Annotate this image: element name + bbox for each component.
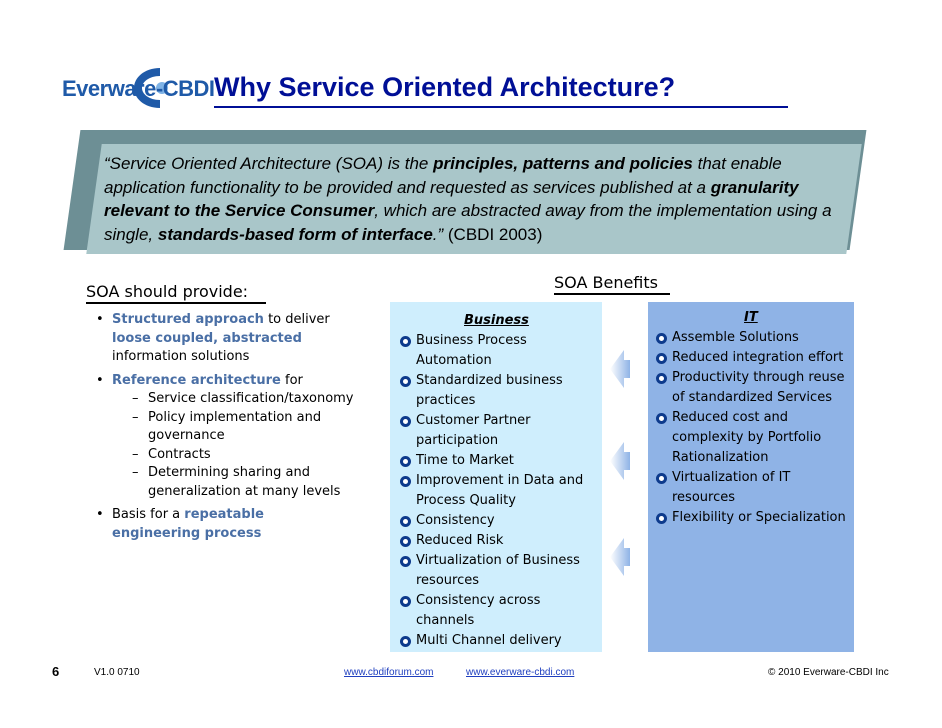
company-logo	[62, 66, 215, 110]
bullet-icon	[400, 636, 411, 647]
list-item: Time to Market	[400, 451, 600, 471]
title-underline	[214, 106, 788, 108]
bullet-icon	[400, 476, 411, 487]
soa-should-provide-heading: SOA should provide:	[86, 282, 249, 301]
page-number: 6	[52, 664, 60, 679]
list-item: Consistency across channels	[400, 591, 600, 631]
bullet-icon	[400, 516, 411, 527]
soa-definition-quote: “Service Oriented Architecture (SOA) is the principles, patterns and policies that enable application functionality to be provided and requested as services published at a granularity relevant to the Service Consumer, which are abstracted away from the implementation using a single, standards-based form of interface.” (CBDI 2003)	[104, 154, 832, 244]
list-item: Business Process Automation	[400, 331, 600, 371]
cbdiforum-link[interactable]: www.cbdiforum.com	[344, 667, 434, 678]
list-item: Flexibility or Specialization	[656, 508, 852, 528]
arrow-left-icon	[610, 440, 630, 482]
sub-list-item: – Service classification/taxonomy	[132, 391, 354, 406]
heading-underline	[554, 293, 670, 295]
list-item: Productivity through reuse of standardized Services	[656, 368, 852, 408]
bullet-icon	[656, 373, 667, 384]
bullet-icon	[400, 596, 411, 607]
list-item: Virtualization of IT resources	[656, 468, 852, 508]
sub-list-item: – Determining sharing and generalization at many levels	[132, 465, 341, 499]
list-item: Assemble Solutions	[656, 328, 852, 348]
bullet-icon	[656, 473, 667, 484]
bullet-icon	[656, 413, 667, 424]
sub-list-item: – Policy implementation and governance	[132, 409, 322, 443]
list-item: Multi Channel delivery	[400, 631, 600, 651]
bullet-icon	[400, 416, 411, 427]
list-item: Consistency	[400, 511, 600, 531]
arrow-left-icon	[610, 348, 630, 390]
sub-list-item: – Contracts	[132, 446, 211, 462]
page-title: Why Service Oriented Architecture?	[214, 72, 676, 102]
list-item: Reduced Risk	[400, 531, 600, 551]
arrow-left-icon	[610, 536, 630, 578]
it-heading: IT	[744, 310, 758, 325]
bullet-icon	[400, 336, 411, 347]
copyright: © 2010 Everware-CBDI Inc	[768, 667, 889, 678]
list-item: Reduced cost and complexity by Portfolio Rationalization	[656, 408, 852, 468]
list-item: • Reference architecture for	[96, 372, 356, 391]
list-item: Improvement in Data and Process Quality	[400, 471, 600, 511]
bullet-icon	[656, 333, 667, 344]
logo-text: Everware-CBDI	[62, 76, 215, 101]
list-item: Standardized business practices	[400, 371, 600, 411]
list-item: Customer Partner participation	[400, 411, 600, 451]
list-item: Reduced integration effort	[656, 348, 852, 368]
bullet-icon	[400, 536, 411, 547]
quote-citation: (CBDI 2003)	[443, 224, 543, 244]
business-heading: Business	[464, 313, 529, 328]
bullet-icon	[400, 456, 411, 467]
heading-underline	[86, 302, 266, 304]
soa-should-provide-list	[96, 311, 356, 543]
soa-benefits-heading: SOA Benefits	[554, 273, 658, 292]
bullet-icon	[400, 376, 411, 387]
list-item: • Basis for a repeatable engineering process	[96, 506, 356, 543]
bullet-icon	[656, 513, 667, 524]
bullet-icon	[656, 353, 667, 364]
bullet-icon	[400, 556, 411, 567]
it-benefits-list	[656, 328, 852, 528]
version-label: V1.0 0710	[94, 667, 140, 678]
list-item: • Structured approach to deliver loose coupled, abstracted information solutions	[96, 311, 356, 367]
list-item: Virtualization of Business resources	[400, 551, 600, 591]
business-benefits-list	[400, 331, 600, 651]
everware-cbdi-link[interactable]: www.everware-cbdi.com	[466, 667, 575, 678]
